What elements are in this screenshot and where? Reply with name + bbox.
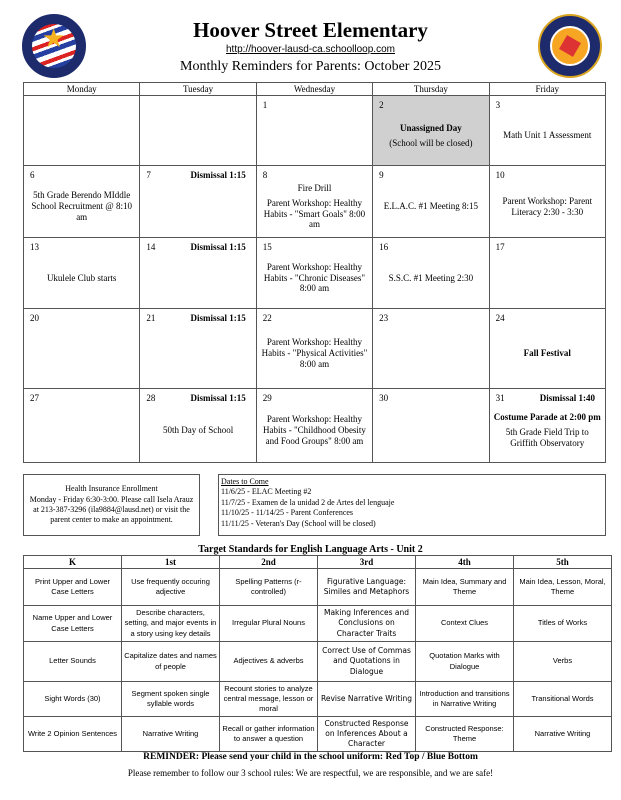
calendar-day-cell	[256, 166, 372, 238]
day-number: 15	[262, 242, 272, 252]
calendar-day-cell	[489, 238, 605, 309]
calendar-day-cell	[256, 238, 372, 309]
standard-cell: Titles of Works	[514, 606, 612, 642]
calendar-week	[24, 309, 606, 389]
day-number: 17	[495, 242, 505, 252]
day-events	[377, 323, 484, 384]
day-events	[494, 323, 601, 384]
standard-cell: Use frequently occuring adjective	[122, 569, 220, 606]
dismissal-time: Dismissal 1:15	[190, 242, 246, 252]
day-number: 28	[146, 393, 156, 403]
day-events	[28, 180, 135, 233]
dates-title: Dates to Come	[221, 477, 269, 486]
calendar-event: 50th Day of School	[162, 425, 234, 436]
standard-cell: Narrative Writing	[122, 717, 220, 752]
dismissal-time: Dismissal 1:15	[190, 170, 246, 180]
day-events	[28, 403, 135, 458]
standard-cell: Narrative Writing	[514, 717, 612, 752]
day-number: 16	[379, 242, 389, 252]
day-events	[28, 252, 135, 304]
day-events	[377, 110, 484, 161]
calendar-event: Parent Workshop: Healthy Habits - "Chronic Diseases" 8:00 am	[263, 261, 366, 294]
health-title: Health Insurance Enrollment	[65, 484, 158, 494]
day-number: 20	[30, 313, 39, 323]
calendar-day-cell	[373, 96, 489, 166]
calendar-day-cell	[256, 96, 372, 166]
standard-cell: Adjectives & adverbs	[220, 642, 318, 682]
standards-row	[24, 717, 612, 752]
day-number: 31	[495, 393, 505, 403]
standard-cell: Segment spoken single syllable words	[122, 682, 220, 717]
day-number: 30	[379, 393, 389, 403]
day-events	[144, 110, 251, 161]
day-events	[494, 180, 601, 233]
calendar-day-cell	[256, 389, 372, 463]
calendar-day-cell	[489, 309, 605, 389]
standard-cell: Verbs	[514, 642, 612, 682]
standard-cell: Transitional Words	[514, 682, 612, 717]
calendar-day-cell	[140, 166, 256, 238]
day-number: 22	[262, 313, 272, 323]
calendar-day-cell	[373, 309, 489, 389]
calendar-day-cell	[24, 238, 140, 309]
school-rules: Please remember to follow our 3 school rules: We are respectful, we are responsible, and we are safe!	[127, 768, 494, 778]
day-events	[144, 180, 251, 233]
day-number: 6	[30, 170, 35, 180]
day-events	[144, 323, 251, 384]
day-events	[261, 323, 368, 384]
grade-header-4th: 4th	[416, 556, 514, 569]
standard-cell: Letter Sounds	[24, 642, 122, 682]
grade-header-2nd: 2nd	[220, 556, 318, 569]
standard-cell: Figurative Language: Similes and Metaphors	[318, 569, 416, 606]
day-header-wednesday: Wednesday	[256, 83, 372, 96]
standard-cell: Main Idea, Lesson, Moral, Theme	[514, 569, 612, 606]
standard-cell: Recount stories to analyze central message, lesson or moral	[220, 682, 318, 717]
uniform-reminder: REMINDER: Please send your child in the school uniform: Red Top / Blue Bottom	[143, 752, 478, 762]
calendar-day-cell	[489, 389, 605, 463]
standard-cell: Name Upper and Lower Case Letters	[24, 606, 122, 642]
standard-cell: Context Clues	[416, 606, 514, 642]
day-number: 2	[379, 100, 384, 110]
standard-cell: Irregular Plural Nouns	[220, 606, 318, 642]
calendar-event: Ukulele Club starts	[46, 272, 117, 283]
day-number: 14	[146, 242, 156, 252]
calendar-week	[24, 389, 606, 463]
standard-cell: Write 2 Opinion Sentences	[24, 717, 122, 752]
calendar-day-cell	[256, 309, 372, 389]
calendar-event: Unassigned Day	[399, 122, 462, 133]
standard-cell: Print Upper and Lower Case Letters	[24, 569, 122, 606]
day-number: 29	[262, 393, 272, 403]
day-header-thursday: Thursday	[373, 83, 489, 96]
day-number: 1	[262, 100, 268, 110]
day-number: 9	[379, 170, 384, 180]
day-events	[494, 110, 601, 161]
day-header-tuesday: Tuesday	[140, 83, 256, 96]
calendar-event: Parent Workshop: Parent Literacy 2:30 - 3:30	[502, 195, 593, 217]
standard-cell: Capitalize dates and names of people	[122, 642, 220, 682]
standard-cell: Recall or gather information to answer a question	[220, 717, 318, 752]
date-item: 11/11/25 - Veteran's Day (School will be closed)	[221, 518, 376, 528]
grade-header-1st: 1st	[122, 556, 220, 569]
calendar-day-cell	[140, 309, 256, 389]
calendar-day-cell	[140, 96, 256, 166]
day-events	[377, 252, 484, 304]
calendar-event: E.L.A.C. #1 Meeting 8:15	[383, 201, 478, 212]
day-events	[28, 323, 135, 384]
calendar-event: Costume Parade at 2:00 pm	[493, 412, 601, 423]
calendar-event: Fall Festival	[523, 348, 571, 359]
standards-title: Target Standards for English Language Arts - Unit 2	[198, 544, 423, 555]
standards-row	[24, 569, 612, 606]
day-events	[261, 110, 368, 161]
grade-header-5th: 5th	[514, 556, 612, 569]
school-url-link[interactable]: http://hoover-lausd-ca.schoolloop.com	[226, 44, 395, 55]
calendar-day-cell	[373, 166, 489, 238]
dates-to-come-box	[218, 474, 606, 536]
standards-row	[24, 642, 612, 682]
calendar-event: 5th Grade Field Trip to Griffith Observatory	[505, 427, 589, 448]
grade-header-3rd: 3rd	[318, 556, 416, 569]
standard-cell: Spelling Patterns (r-controlled)	[220, 569, 318, 606]
date-item: 11/7/25 - Examen de la unidad 2 de Artes del lenguaje	[221, 497, 395, 507]
calendar-day-cell	[140, 389, 256, 463]
day-header-friday: Friday	[489, 83, 605, 96]
standard-cell: Revise Narrative Writing	[318, 682, 416, 717]
day-number: 23	[379, 313, 389, 323]
health-insurance-box	[23, 474, 200, 536]
day-number: 7	[146, 170, 151, 180]
day-number: 3	[495, 100, 501, 110]
dismissal-time: Dismissal 1:15	[190, 313, 246, 323]
date-item: 11/6/25 - ELAC Meeting #2	[221, 487, 312, 497]
calendar-day-cell	[24, 389, 140, 463]
standards-row	[24, 682, 612, 717]
standards-row	[24, 606, 612, 642]
page-title: Hoover Street Elementary	[193, 18, 428, 42]
standard-cell: Constructed Response: Theme	[416, 717, 514, 752]
calendar-day-cell	[489, 166, 605, 238]
calendar-event: S.S.C. #1 Meeting 2:30	[388, 272, 474, 283]
day-events	[144, 403, 251, 458]
day-events	[144, 252, 251, 304]
day-events	[261, 252, 368, 304]
standards-table	[23, 555, 612, 752]
day-number: 27	[30, 393, 39, 403]
day-events	[261, 403, 368, 458]
day-number: 21	[146, 313, 156, 323]
calendar-week	[24, 96, 606, 166]
calendar-day-cell	[489, 96, 605, 166]
calendar-table	[23, 82, 606, 463]
calendar-day-cell	[24, 166, 140, 238]
calendar-day-cell	[24, 96, 140, 166]
dismissal-time: Dismissal 1:15	[190, 393, 246, 403]
standard-cell: Constructed Response on Inferences About a Character	[318, 717, 416, 752]
calendar-event: (School will be closed)	[389, 137, 473, 148]
page-subtitle: Monthly Reminders for Parents: October 2025	[180, 59, 441, 74]
calendar-event: Fire Drill	[297, 182, 332, 193]
calendar-day-cell	[140, 238, 256, 309]
day-events	[377, 180, 484, 233]
calendar-day-cell	[373, 238, 489, 309]
calendar-week	[24, 238, 606, 309]
health-body: Monday - Friday 6:30-3:00. Please call Isela Arauz at 213-387-3296 (ila9884@lausd.net) or visit the parent center to make an appointment.	[29, 494, 194, 525]
standard-cell: Correct Use of Commas and Quotations in Dialogue	[318, 642, 416, 682]
standard-cell: Main Idea, Summary and Theme	[416, 569, 514, 606]
day-events	[494, 403, 601, 458]
day-header-monday: Monday	[24, 83, 140, 96]
distinguished-school-logo: ★	[22, 14, 86, 78]
day-events	[377, 403, 484, 458]
standard-cell: Quotation Marks with Dialogue	[416, 642, 514, 682]
day-number: 8	[262, 170, 268, 180]
standard-cell: Introduction and transitions in Narrative Writing	[416, 682, 514, 717]
standard-cell: Making Inferences and Conclusions on Character Traits	[318, 606, 416, 642]
calendar-event: Parent Workshop: Healthy Habits - "Childhood Obesity and Food Groups" 8:00 am	[263, 414, 366, 446]
calendar-event: Math Unit 1 Assessment	[503, 130, 592, 141]
calendar-day-cell	[24, 309, 140, 389]
day-number: 24	[495, 313, 505, 323]
day-number: 13	[30, 242, 39, 252]
date-item: 11/10/25 - 11/14/25 - Parent Conferences	[221, 508, 354, 518]
day-events	[494, 252, 601, 304]
day-events	[28, 110, 135, 161]
dismissal-time: Dismissal 1:40	[539, 393, 595, 403]
grade-header-k: K	[24, 556, 122, 569]
calendar-week	[24, 166, 606, 238]
calendar-day-cell	[373, 389, 489, 463]
standard-cell: Describe characters, setting, and major events in a story using key details	[122, 606, 220, 642]
standard-cell: Sight Words (30)	[24, 682, 122, 717]
day-number: 10	[495, 170, 505, 180]
calendar-event: 5th Grade Berendo MIddle School Recruitment @ 8:10 am	[31, 190, 132, 222]
calendar-event: Parent Workshop: Healthy Habits - "Smart Goals" 8:00 am	[263, 197, 366, 230]
calendar-event: Parent Workshop: Healthy Habits - "Physical Activities" 8:00 am	[261, 337, 368, 369]
day-events	[261, 180, 368, 233]
